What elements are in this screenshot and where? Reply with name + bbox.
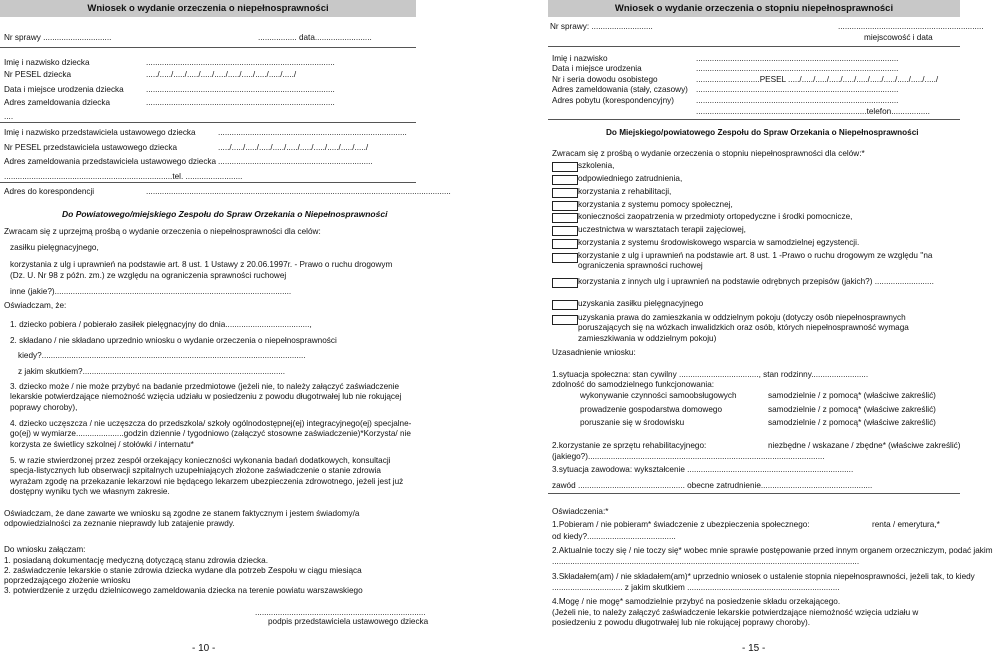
purpose-checkbox[interactable] xyxy=(552,315,578,325)
person-birth-label: Data i miejsce urodzenia xyxy=(552,64,642,73)
purpose-other-relief: korzystania z innych ulg i uprawnień na podstawie odrębnych przepisów (jakich?) .......................... xyxy=(578,277,934,286)
child-address-label: Adres zameldowania dziecka xyxy=(4,98,111,107)
purpose-checkbox[interactable] xyxy=(552,162,578,172)
left-date-field[interactable]: ................. data......................... xyxy=(258,33,372,42)
child-name-label: Imię i nazwisko dziecka xyxy=(4,58,90,67)
functioning-heading: zdolność do samodzielnego funkcjonowania: xyxy=(552,380,715,389)
purpose-other-field[interactable]: inne (jakie?)........................................................................................................ xyxy=(10,287,292,296)
divider xyxy=(548,46,960,47)
right-page-number: - 15 - xyxy=(742,643,766,654)
attachment-2: 2. zaświadczenie lekarskie o stanie zdrowia dziecka wydane dla potrzeb Zespołu w ciągu miesiąca poprzedzającego złożenie wniosku xyxy=(4,566,362,586)
person-phone-field[interactable]: ...........................................................................telefon................. xyxy=(696,107,930,116)
purpose-checkbox[interactable] xyxy=(552,253,578,263)
rep-pesel-field[interactable]: ...../...../...../...../...../...../...../...../...../...../...../ xyxy=(218,143,369,152)
child-name-field[interactable]: ................................................................................... xyxy=(146,58,335,67)
ability-household-value[interactable]: samodzielnie / z pomocą* (właściwe zakreślić) xyxy=(768,405,936,414)
purpose-checkbox[interactable] xyxy=(552,201,578,211)
divider xyxy=(0,47,416,48)
purpose-checkbox[interactable] xyxy=(552,239,578,249)
rehab-equipment-label: 2.korzystanie ze sprzętu rehabilitacyjnego: xyxy=(552,441,707,450)
declare-item-3: 3. dziecko może / nie może przybyć na badanie przedmiotowe (jeżeli nie, to należy załączyć zaświadczenie lekarskie potwierdzające niemożność wzięcia udziału w posiedzeniu z powodu długotrwałej lub nie rokującej poprawy choroby), xyxy=(10,382,402,412)
declare-previous-application: 3.Składałem(am) / nie składałem(am)* uprzednio wniosek o ustalenie stopnia niepełnosprawności, jeżeli tak, to kiedy xyxy=(552,572,975,581)
purpose-separate-room: uzyskania prawa do zamieszkania w oddzielnym pokoju (dotyczy osób niepełnosprawnych poruszających się na wózkach inwalidzkich oraz osób, których niepełnosprawność wymaga zamieszkiwania w oddzielnym pokoju) xyxy=(578,313,909,343)
rep-name-field[interactable]: ................................................................................... xyxy=(218,128,407,137)
purpose-training: szkolenia, xyxy=(578,161,615,170)
declare-pension-since[interactable]: od kiedy?....................................... xyxy=(552,532,676,541)
declare-pension-value[interactable]: renta / emerytura,* xyxy=(872,520,940,529)
child-pesel-label: Nr PESEL dziecka xyxy=(4,70,72,79)
child-birth-label: Data i miejsce urodzenia dziecka xyxy=(4,85,124,94)
rep-pesel-label: Nr PESEL przedstawiciela ustawowego dziecka xyxy=(4,143,178,152)
rep-address-label: Adres zameldowania przedstawiciela ustawowego dziecka xyxy=(4,157,217,166)
child-extra-line[interactable]: .... xyxy=(4,112,14,121)
right-place-date-caption: miejscowość i data xyxy=(864,33,933,42)
purpose-nursing-allowance: uzyskania zasiłku pielęgnacyjnego xyxy=(578,299,704,308)
purpose-checkbox[interactable] xyxy=(552,213,578,223)
attachments-heading: Do wniosku załączam: xyxy=(4,545,86,554)
person-residence-label: Adres pobytu (korespondencyjny) xyxy=(552,96,674,105)
purpose-checkbox[interactable] xyxy=(552,188,578,198)
declare-pension: 1.Pobieram / nie pobieram* świadczenie z ubezpieczenia społecznego: xyxy=(552,520,810,529)
person-name-field[interactable]: ......................................................................................... xyxy=(696,54,899,63)
signature-field[interactable]: ........................................................................... xyxy=(255,608,426,617)
left-page xyxy=(0,0,451,655)
person-id-label: Nr i seria dowodu osobistego xyxy=(552,75,658,84)
signature-caption: podpis przedstawiciela ustawowego dziecka xyxy=(268,617,429,626)
right-case-number[interactable]: Nr sprawy: ........................... xyxy=(550,22,653,31)
ability-self-care-label: wykonywanie czynności samoobsługowych xyxy=(580,391,737,400)
declare-item-1: 1. dziecko pobiera / pobierało zasiłek pielęgnacyjny do dnia....................................., xyxy=(10,320,312,329)
purpose-rehabilitation: korzystania z rehabilitacji, xyxy=(578,187,672,196)
person-address-field[interactable]: ......................................................................................... xyxy=(696,85,899,94)
right-page xyxy=(548,0,993,655)
purpose-orthopedic: konieczności zaopatrzenia w przedmioty ortopedyczne i środki pomocnicze, xyxy=(578,212,853,221)
declare-effect-field[interactable]: z jakim skutkiem?......................................................................................... xyxy=(18,367,286,376)
ability-self-care-value[interactable]: samodzielnie / z pomocą* (właściwe zakreślić) xyxy=(768,391,936,400)
person-name-label: Imię i nazwisko xyxy=(552,54,608,63)
purpose-community-support: korzystania z systemu środowiskowego wsparcia w samodzielnej egzystencji. xyxy=(578,238,860,247)
correspondence-label: Adres do korespondencji xyxy=(4,187,95,196)
rep-phone-field[interactable]: ..........................................................................tel. ......................... xyxy=(4,172,243,181)
correspondence-field[interactable]: ...................................................................................................................................... xyxy=(146,187,451,196)
child-pesel-field[interactable]: ...../...../...../...../...../...../...../...../...../...../...../ xyxy=(146,70,297,79)
occupation-field[interactable]: zawód ............................................... obecne zatrudnienie................................................. xyxy=(552,481,873,490)
declare-attendance: 4.Mogę / nie mogę* samodzielnie przybyć na posiedzenie składu orzekającego. xyxy=(552,597,841,606)
ability-mobility-label: poruszanie się w środowisku xyxy=(580,418,685,427)
rep-name-label: Imię i nazwisko przedstawiciela ustawowego dziecka xyxy=(4,128,196,137)
declare-item-5: 5. w razie stwierdzonej przez zespół orzekający konieczności wykonania badań dodatkowych, konsultacji specja-listycznych lub obserwacji szpitalnych uzupełniających złożone zaświadczenie o stanie zdrowia wyrażam zgodę na przekazanie lekarzowi nie będącego lekarzem ubezpieczenia zdrowotnego, jeżeli jest już dostępny wyniku tych we własnym zakresie. xyxy=(10,456,404,496)
child-address-field[interactable]: ................................................................................... xyxy=(146,98,335,107)
divider xyxy=(0,182,416,183)
left-addressee: Do Powiatowego/miejskiego Zespołu do Spraw Orzekania o Niepełnosprawności xyxy=(62,209,388,219)
purpose-traffic-relief-cont: (Dz. U. Nr 98 z późn. zm.) ze względu na ograniczenia sprawności ruchowej xyxy=(10,271,287,280)
ability-household-label: prowadzenie gospodarstwa domowego xyxy=(580,405,723,414)
person-residence-field[interactable]: ......................................................................................... xyxy=(696,96,899,105)
right-declare-heading: Oświadczenia:* xyxy=(552,507,609,516)
divider xyxy=(0,122,416,123)
ability-mobility-value[interactable]: samodzielnie / z pomocą* (właściwe zakreślić) xyxy=(768,418,936,427)
rep-address-field[interactable]: .................................................................... xyxy=(218,157,373,166)
attachment-3: 3. potwierdzenie z urzędu dzielnicowego zameldowania dziecka na terenie powiatu warszawskiego xyxy=(4,586,363,595)
truth-statement: Oświadczam, że dane zawarte we wniosku są zgodne ze stanem faktycznym i jestem świadomy/a odpowiedzialności za zeznanie nieprawdy lub zatajenie prawdy. xyxy=(4,509,360,529)
education-field[interactable]: 3.sytuacja zawodowa: wykształcenie ......................................................................... xyxy=(552,465,854,474)
justification-heading: Uzasadnienie wniosku: xyxy=(552,348,636,357)
rehab-equipment-which[interactable]: (jakiego?)........................................................................................................ xyxy=(552,452,825,461)
purpose-checkbox[interactable] xyxy=(552,226,578,236)
purpose-employment: odpowiedniego zatrudnienia, xyxy=(578,174,683,183)
purpose-social-help: korzystania z systemu pomocy społecznej, xyxy=(578,200,733,209)
left-request-intro: Zwracam się z uprzejmą prośbą o wydanie orzeczenia o niepełnosprawności dla celów: xyxy=(4,227,321,236)
purpose-checkbox[interactable] xyxy=(552,175,578,185)
declare-proceedings: 2.Aktualnie toczy się / nie toczy się* wobec mnie sprawie postępowanie przed innym organem orzeczniczym, podać jakim xyxy=(552,546,993,555)
purpose-checkbox[interactable] xyxy=(552,300,578,310)
declare-item-2: 2. składano / nie składano uprzednio wniosku o wydanie orzeczenia o niepełnosprawności xyxy=(10,336,337,345)
purpose-traffic-relief: korzystanie z ulg i uprawnień na podstawie art. 8 ust. 1 -Prawo o ruchu drogowym ze względu ''na ograniczenia sprawności ruchowej xyxy=(578,251,933,271)
person-id-pesel-field[interactable]: ............................PESEL ...../...../...../...../...../...../...../...../...../...../...../ xyxy=(696,75,939,84)
attachment-1: 1. posiadaną dokumentację medyczną dotyczącą stanu zdrowia dziecka. xyxy=(4,556,268,565)
purpose-traffic-relief: korzystania z ulg i uprawnień na podstawie art. 8 ust. 1 Ustawy z 20.06.1997r. - Prawo o ruchu drogowym xyxy=(10,260,393,269)
declare-when-field[interactable]: kiedy?.................................................................................................................... xyxy=(18,351,306,360)
declare-previous-result[interactable]: ............................... z jakim skutkiem ................................................................... xyxy=(552,583,840,592)
left-banner-title: Wniosek o wydanie orzeczenia o niepełnosprawności xyxy=(0,0,416,17)
declare-item-4: 4. dziecko uczęszcza / nie uczęszcza do przedszkola/ szkoły ogólnodostępnej(ej) integracyjnego(ej) specjalne-go(ej) w wymiarze.....................godzin dziennie / tygodniowo (załączyć stosowne zaświadczenie)*Korzysta/ nie korzysta ze świetlicy szkolnej / stołówki / internatu* xyxy=(10,419,412,449)
purpose-checkbox[interactable] xyxy=(552,278,578,288)
declare-proceedings-field[interactable]: ....................................................................................................................................... xyxy=(552,557,860,566)
child-birth-field[interactable]: ................................................................................... xyxy=(146,85,335,94)
left-page-number: - 10 - xyxy=(192,643,216,654)
left-case-number[interactable]: Nr sprawy .............................. xyxy=(4,33,112,42)
purpose-workshops: uczestnictwa w warsztatach terapii zajęciowej, xyxy=(578,225,746,234)
right-banner-title: Wniosek o wydanie orzeczenia o stopniu niepełnosprawności xyxy=(548,0,960,17)
divider xyxy=(548,119,960,120)
right-place-date-field[interactable]: ................................................................ xyxy=(838,22,984,31)
right-request-intro: Zwracam się z prośbą o wydanie orzeczenia o stopniu niepełnosprawności dla celów:* xyxy=(552,149,865,158)
left-declare-heading: Oświadczam, że: xyxy=(4,301,67,310)
rehab-equipment-value[interactable]: niezbędne / wskazane / zbędne* (właściwe zakreślić) xyxy=(768,441,961,450)
person-birth-field[interactable]: ......................................................................................... xyxy=(696,64,899,73)
right-addressee: Do Miejskiego/powiatowego Zespołu do Spraw Orzekania o Niepełnosprawności xyxy=(606,128,919,137)
purpose-nursing-allowance: zasiłku pielęgnacyjnego, xyxy=(10,243,99,252)
person-address-label: Adres zameldowania (stały, czasowy) xyxy=(552,85,688,94)
declare-attendance-note: (Jeżeli nie, to należy załączyć zaświadczenie lekarskie potwierdzające niemożność wzięcia udziału w posiedzeniu z powodu długotrwałej lub nie rokującej poprawy choroby). xyxy=(552,608,919,628)
social-situation[interactable]: 1.sytuacja społeczna: stan cywilny ..................................., stan rodzinny......................... xyxy=(552,370,869,379)
divider xyxy=(548,493,960,494)
